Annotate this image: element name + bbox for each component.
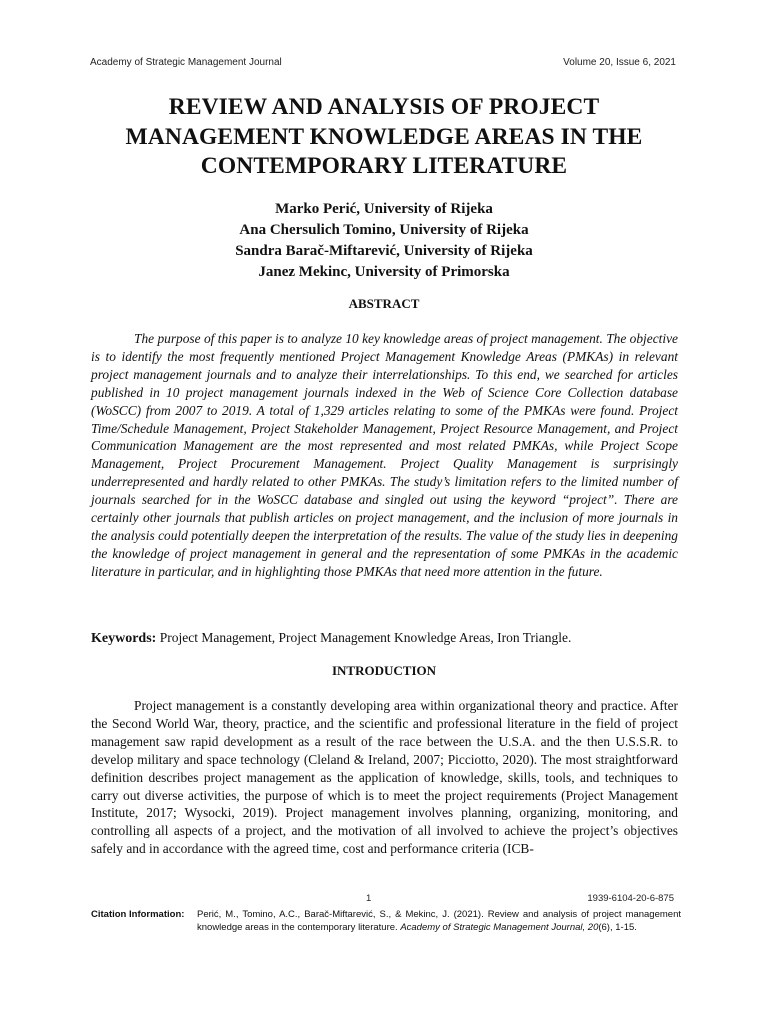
title-line: CONTEMPORARY LITERATURE bbox=[200, 153, 568, 179]
keywords-label: Keywords: bbox=[91, 631, 157, 646]
author-line: Ana Chersulich Tomino, University of Rijeka bbox=[239, 222, 529, 238]
journal-name: Academy of Strategic Management Journal bbox=[90, 57, 282, 68]
citation-label: Citation Information: bbox=[91, 909, 185, 920]
volume-issue: Volume 20, Issue 6, 2021 bbox=[563, 57, 676, 68]
citation-journal: Academy of Strategic Management Journal, bbox=[400, 922, 586, 933]
author-list bbox=[80, 199, 688, 283]
page-number: 1 bbox=[366, 893, 372, 904]
title-line: MANAGEMENT KNOWLEDGE AREAS IN THE bbox=[125, 123, 643, 150]
abstract-heading: ABSTRACT bbox=[348, 296, 420, 311]
keywords bbox=[91, 629, 681, 648]
document-id: 1939-6104-20-6-875 bbox=[587, 893, 674, 904]
author-line: Marko Perić, University of Rijeka bbox=[275, 201, 493, 217]
citation-pages: (6), 1-15. bbox=[598, 922, 637, 933]
introduction-paragraph: Project management is a constantly developing area within organizational theory and practice. After the Second World War, theory, practice, and the scientific and professional literature in the field of project management saw rapid development as a result of the race between the U.S.A. and the then U.S.S.R. to develop military and space technology (Cleland & Ireland, 2007; Picciotto, 2020). The most straightforward definition describes project management as the application of knowledge, skills, tools, and techniques to carry out diverse activities, the purpose of which is to meet the project requirements (Project Management Institute, 2017; Wysocki, 2019). Project management involves planning, organizing, monitoring, and controlling all aspects of a project, and the motivation of all involved to achieve the project’s objectives safely and in accordance with the agreed time, cost and performance criteria (ICB- bbox=[91, 698, 678, 857]
title-line: REVIEW AND ANALYSIS OF PROJECT bbox=[168, 94, 600, 120]
abstract-text: The purpose of this paper is to analyze 10 key knowledge areas of project management. The objective is to identify the most frequently mentioned Project Management Knowledge Areas (PMKAs) in relevant project management journals and to analyze their interrelationships. To this end, we searched for articles published in 10 project management journals indexed in the Web of Science Core Collection database (WoSCC) from 2007 to 2019. A total of 1,329 articles relating to some of the PMKAs were found. Project Time/Schedule Management, Project Stakeholder Management, Project Resource Management, and Project Communication Management are the most represented and most related PMKAs, while Project Scope Management, Project Procurement Management. Project Quality Management is surprisingly underrepresented and hardly related to other PMKAs. The study’s limitation refers to the limited number of journals searched for in the WoSCC database and singled out using the keyword “project”. There are certainly other journals that publish articles on project management, and the inclusion of more journals in the analysis could potentially deepen the interpretation of the results. The value of the study lies in deepening the knowledge of project management in general and the representation of some PMKAs in the academic literature in particular, and in highlighting those PMKAs that need more attention in the future. bbox=[91, 331, 678, 579]
citation-volume: 20 bbox=[587, 922, 599, 933]
keywords-text: Project Management, Project Management Knowledge Areas, Iron Triangle. bbox=[156, 630, 572, 645]
author-line: Sandra Barač-Miftarević, University of Rijeka bbox=[235, 243, 533, 259]
citation-information bbox=[91, 908, 681, 934]
running-header bbox=[90, 57, 676, 68]
introduction-heading: INTRODUCTION bbox=[331, 663, 436, 678]
author-line: Janez Mekinc, University of Primorska bbox=[258, 264, 510, 280]
page-footer bbox=[91, 893, 676, 907]
citation-text bbox=[197, 908, 681, 934]
citation-authors: Perić, M., Tomino, A.C., Barač-Miftarević, S., & Mekinc, J. (2021). Review and analysis of project management knowledge areas in the contemporary literature. bbox=[197, 909, 681, 933]
paper-title bbox=[80, 93, 688, 182]
